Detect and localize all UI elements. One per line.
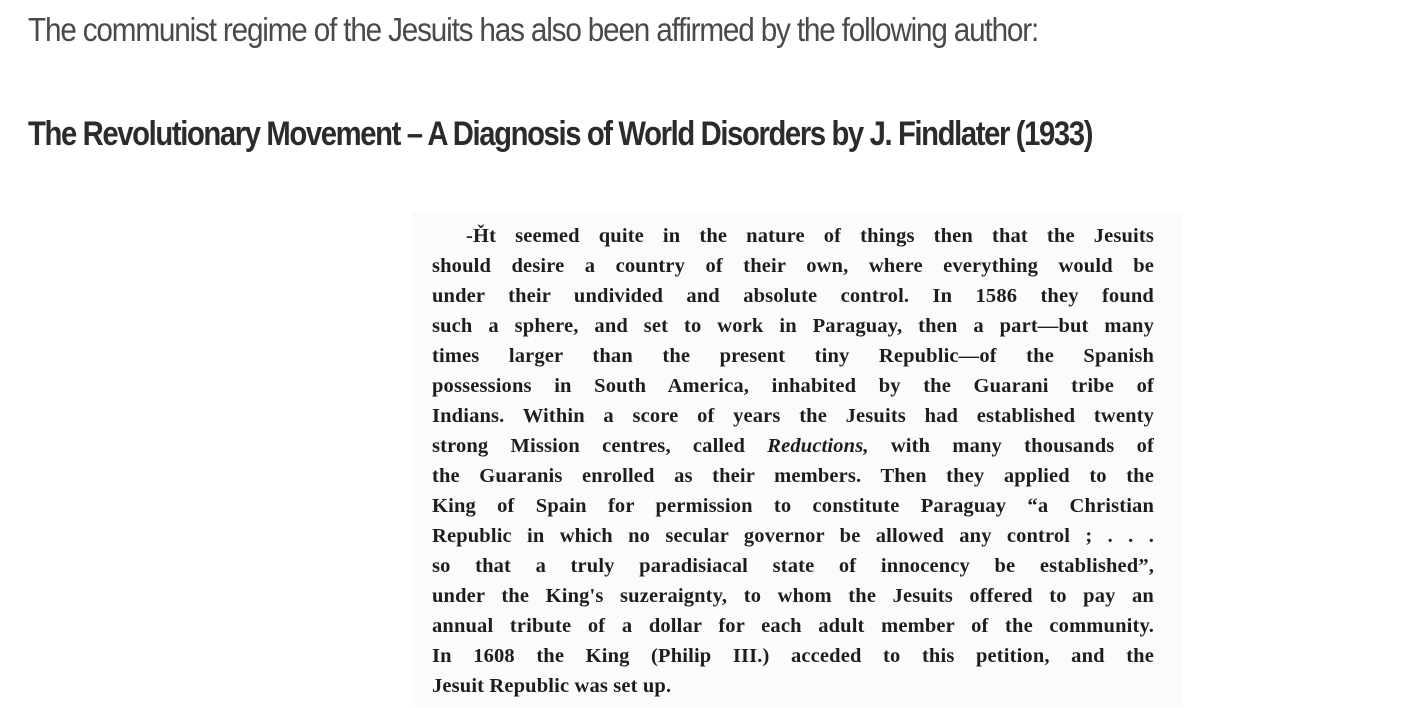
book-title-heading: The Revolutionary Movement – A Diagnosis of World Disorders by J. Findlater (1933) xyxy=(28,115,1093,153)
excerpt-line: possessions in South America, inhabited by the Guarani tribe of xyxy=(432,375,1154,397)
excerpt-line: so that a truly paradisiacal state of innocency be established”, xyxy=(432,555,1154,577)
excerpt-line: such a sphere, and set to work in Paraguay, then a part—but many xyxy=(432,315,1154,337)
excerpt-line: Jesuit Republic was set up. xyxy=(432,675,672,697)
excerpt-line: should desire a country of their own, where everything would be xyxy=(432,255,1154,277)
excerpt-line-start: strong Mission centres, called xyxy=(432,435,768,457)
excerpt-line: King of Spain for permission to constitute Paraguay “a Christian xyxy=(432,495,1154,517)
excerpt-line: In 1608 the King (Philip III.) acceded to this petition, and the xyxy=(432,645,1154,667)
reductions-italic: Reductions, xyxy=(767,435,869,457)
excerpt-line: annual tribute of a dollar for each adult member of the community. xyxy=(432,615,1154,637)
excerpt-line xyxy=(432,431,1154,461)
excerpt-line: under the King's suzeraignty, to whom the Jesuits offered to pay an xyxy=(432,585,1154,607)
excerpt-line: the Guaranis enrolled as their members. Then they applied to the xyxy=(432,465,1154,487)
intro-paragraph: The communist regime of the Jesuits has also been affirmed by the following author: xyxy=(28,11,1039,48)
excerpt-line: Republic in which no secular governor be allowed any control ; . . . xyxy=(432,525,1154,547)
excerpt-line: under their undivided and absolute control. In 1586 they found xyxy=(432,285,1154,307)
excerpt-line: -Ȟt seemed quite in the nature of things then that the Jesuits xyxy=(466,225,1154,247)
scanned-book-excerpt xyxy=(412,212,1182,706)
excerpt-line: times larger than the present tiny Republic—of the Spanish xyxy=(432,345,1154,367)
excerpt-text xyxy=(432,221,1154,701)
excerpt-line-end: with many thousands of xyxy=(868,435,1154,457)
excerpt-line: Indians. Within a score of years the Jesuits had established twenty xyxy=(432,405,1154,427)
